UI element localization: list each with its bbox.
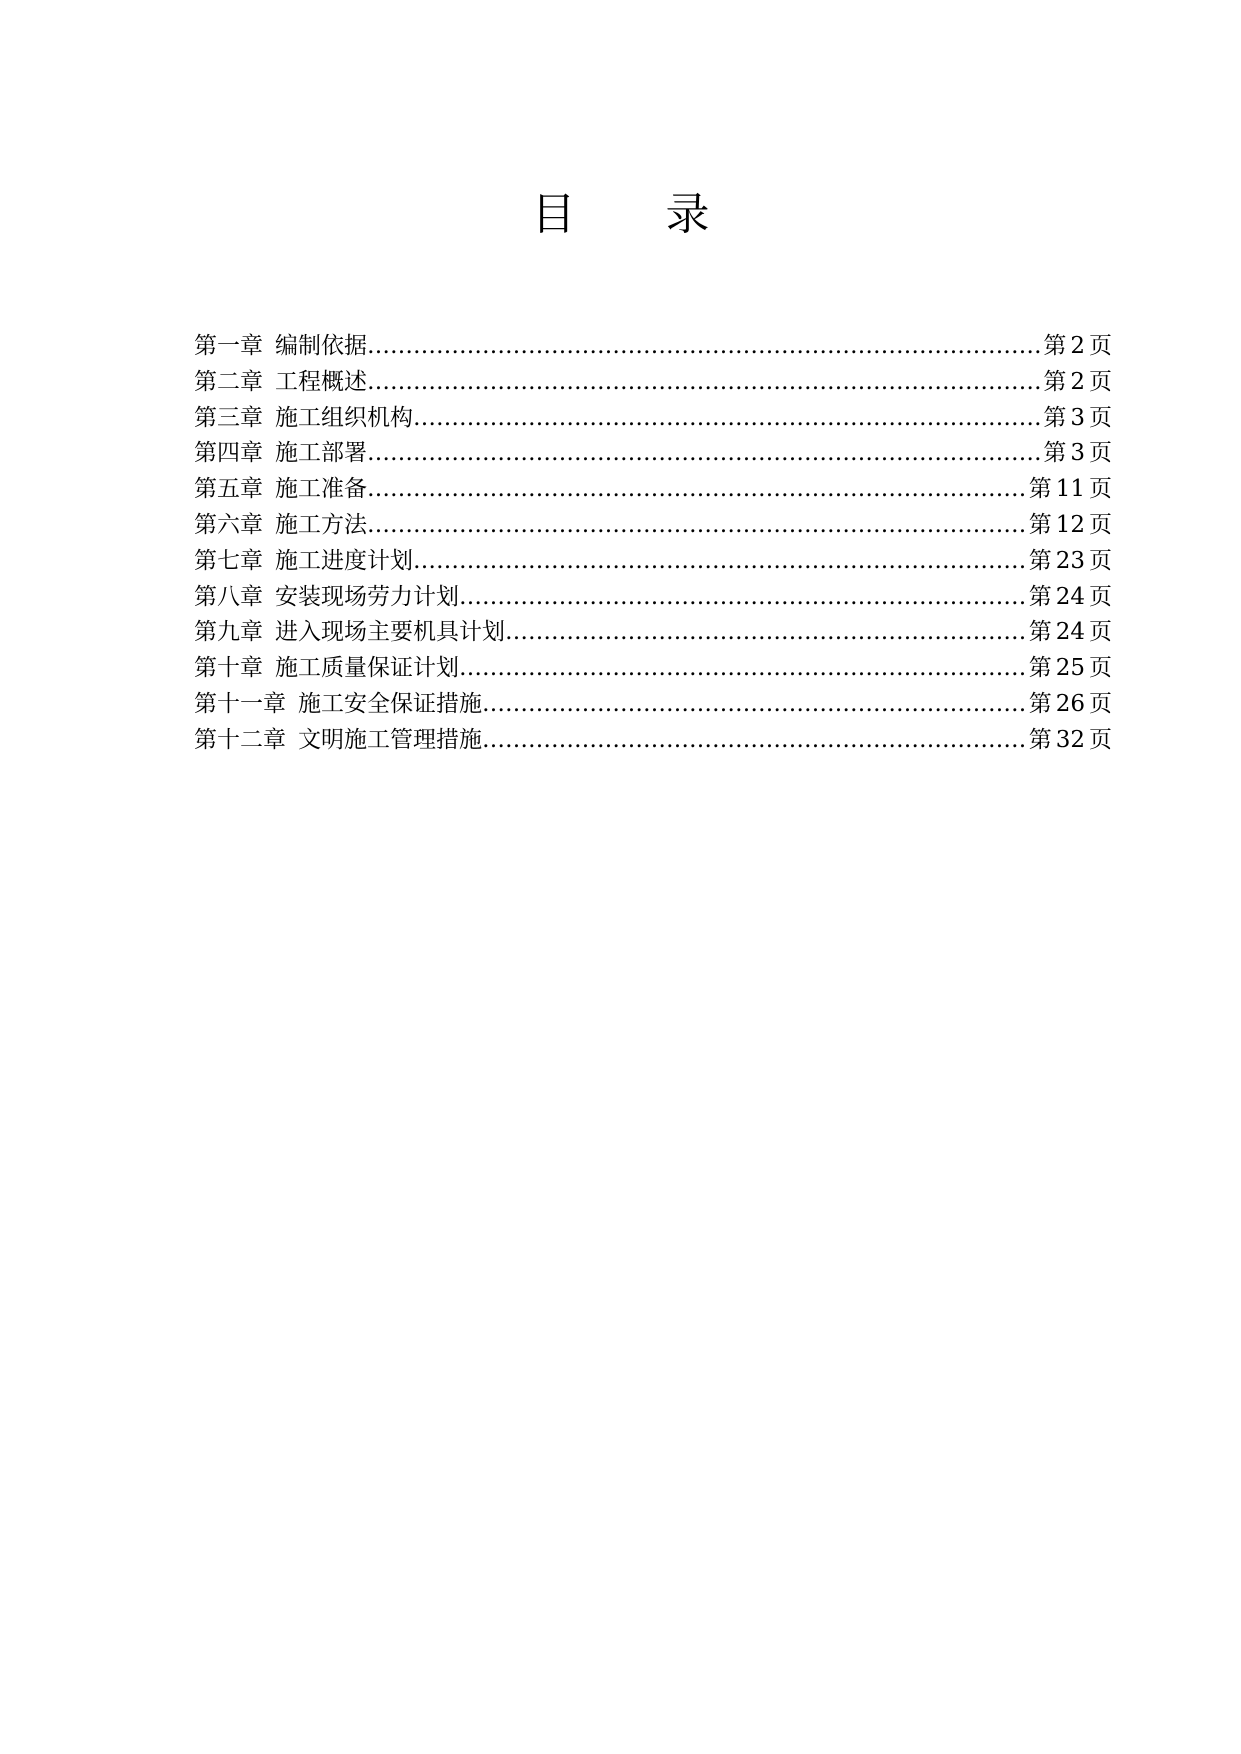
toc-dot-leader xyxy=(367,329,1041,365)
toc-entry[interactable] xyxy=(194,651,1112,687)
toc-page-suffix: 页 xyxy=(1089,333,1112,359)
toc-page-ref xyxy=(1029,651,1112,687)
toc-entry[interactable] xyxy=(194,544,1112,580)
toc-page-suffix: 页 xyxy=(1089,583,1112,610)
toc-page-number: 32 xyxy=(1055,726,1085,753)
toc-entry[interactable] xyxy=(194,508,1112,544)
toc-heading: 施工进度计划 xyxy=(275,547,413,574)
toc-chapter-number: 第十章 xyxy=(194,655,263,682)
toc-chapter-number: 第八章 xyxy=(194,583,263,610)
toc-page-prefix: 第 xyxy=(1028,583,1052,610)
toc-page-suffix: 页 xyxy=(1089,726,1112,753)
toc-heading: 编制依据 xyxy=(275,333,367,359)
toc-entry[interactable] xyxy=(194,365,1112,401)
toc-dot-leader xyxy=(505,615,1027,651)
toc-chapter-number: 第五章 xyxy=(194,476,263,503)
toc-entry[interactable] xyxy=(194,329,1112,365)
toc-heading: 施工准备 xyxy=(275,476,367,503)
toc-chapter-number: 第二章 xyxy=(194,368,263,395)
toc-page-ref xyxy=(1029,687,1112,723)
title-char-2: 录 xyxy=(665,189,710,240)
toc-dot-leader xyxy=(367,508,1027,544)
toc-page-ref xyxy=(1043,401,1112,437)
toc-dot-leader xyxy=(367,365,1041,401)
toc-page-prefix: 第 xyxy=(1028,726,1052,753)
toc-dot-leader xyxy=(459,580,1027,616)
toc-page-prefix: 第 xyxy=(1043,404,1067,431)
toc-page-prefix: 第 xyxy=(1028,690,1052,717)
toc-heading: 进入现场主要机具计划 xyxy=(275,619,505,646)
toc-entry[interactable] xyxy=(194,615,1112,651)
toc-dot-leader xyxy=(482,723,1027,759)
toc-page-ref xyxy=(1043,365,1112,401)
toc-page-prefix: 第 xyxy=(1043,333,1067,359)
toc-page-suffix: 页 xyxy=(1089,368,1112,395)
toc-page-suffix: 页 xyxy=(1089,511,1112,538)
toc-heading: 施工部署 xyxy=(275,440,367,467)
toc-heading: 施工质量保证计划 xyxy=(275,655,459,682)
toc-dot-leader xyxy=(413,401,1041,437)
toc-page-ref xyxy=(1029,580,1112,616)
toc-page-ref xyxy=(1043,436,1112,472)
toc-page-prefix: 第 xyxy=(1043,368,1067,395)
toc-page-prefix: 第 xyxy=(1028,511,1052,538)
toc-entry[interactable] xyxy=(194,401,1112,437)
toc-chapter-number: 第十一章 xyxy=(194,690,286,717)
toc-page-number: 3 xyxy=(1070,440,1085,467)
toc-page-ref xyxy=(1029,723,1112,759)
toc-dot-leader xyxy=(482,687,1027,723)
toc-chapter-number: 第三章 xyxy=(194,404,263,431)
toc-entry[interactable] xyxy=(194,436,1112,472)
toc-dot-leader xyxy=(459,651,1027,687)
toc-page-prefix: 第 xyxy=(1028,619,1052,646)
toc-page-number: 3 xyxy=(1070,404,1085,431)
toc-page-number: 24 xyxy=(1055,619,1085,646)
toc-page-suffix: 页 xyxy=(1089,690,1112,717)
toc-page-ref xyxy=(1029,472,1112,508)
toc-dot-leader xyxy=(367,436,1041,472)
toc-entry[interactable] xyxy=(194,580,1112,616)
toc-page-number: 23 xyxy=(1055,547,1085,574)
toc-page-suffix: 页 xyxy=(1089,404,1112,431)
toc-heading: 安装现场劳力计划 xyxy=(275,583,459,610)
toc-dot-leader xyxy=(413,544,1027,580)
toc-dot-leader xyxy=(367,472,1027,508)
toc-page-number: 2 xyxy=(1070,368,1085,395)
toc-chapter-number: 第七章 xyxy=(194,547,263,574)
toc-page-suffix: 页 xyxy=(1089,655,1112,682)
toc-page-ref xyxy=(1029,615,1112,651)
toc-chapter-number: 第四章 xyxy=(194,440,263,467)
toc-page-prefix: 第 xyxy=(1028,547,1052,574)
table-of-contents xyxy=(194,329,1112,759)
toc-page-number: 2 xyxy=(1070,333,1085,359)
toc-chapter-number: 第十二章 xyxy=(194,726,286,753)
toc-heading: 施工方法 xyxy=(275,511,367,538)
toc-page-suffix: 页 xyxy=(1089,619,1112,646)
toc-page-prefix: 第 xyxy=(1028,655,1052,682)
toc-page-suffix: 页 xyxy=(1089,547,1112,574)
toc-page-number: 25 xyxy=(1055,655,1085,682)
toc-chapter-number: 第九章 xyxy=(194,619,263,646)
toc-entry[interactable] xyxy=(194,472,1112,508)
toc-heading: 工程概述 xyxy=(275,368,367,395)
toc-page-prefix: 第 xyxy=(1028,476,1052,503)
toc-entry[interactable] xyxy=(194,723,1112,759)
toc-page-prefix: 第 xyxy=(1043,440,1067,467)
toc-page-number: 12 xyxy=(1055,511,1085,538)
toc-chapter-number: 第六章 xyxy=(194,511,263,538)
toc-heading: 施工安全保证措施 xyxy=(298,690,482,717)
toc-chapter-number: 第一章 xyxy=(194,333,263,359)
toc-page-number: 26 xyxy=(1055,690,1085,717)
page-title xyxy=(0,185,1241,245)
toc-page-ref xyxy=(1029,508,1112,544)
toc-page-suffix: 页 xyxy=(1089,440,1112,467)
toc-entry[interactable] xyxy=(194,687,1112,723)
toc-page-suffix: 页 xyxy=(1089,476,1112,503)
toc-heading: 文明施工管理措施 xyxy=(298,726,482,753)
toc-page-number: 11 xyxy=(1055,476,1085,503)
toc-heading: 施工组织机构 xyxy=(275,404,413,431)
toc-page-ref xyxy=(1029,544,1112,580)
toc-page-ref xyxy=(1043,329,1112,365)
toc-page-number: 24 xyxy=(1055,583,1085,610)
title-char-1: 目 xyxy=(531,189,576,240)
